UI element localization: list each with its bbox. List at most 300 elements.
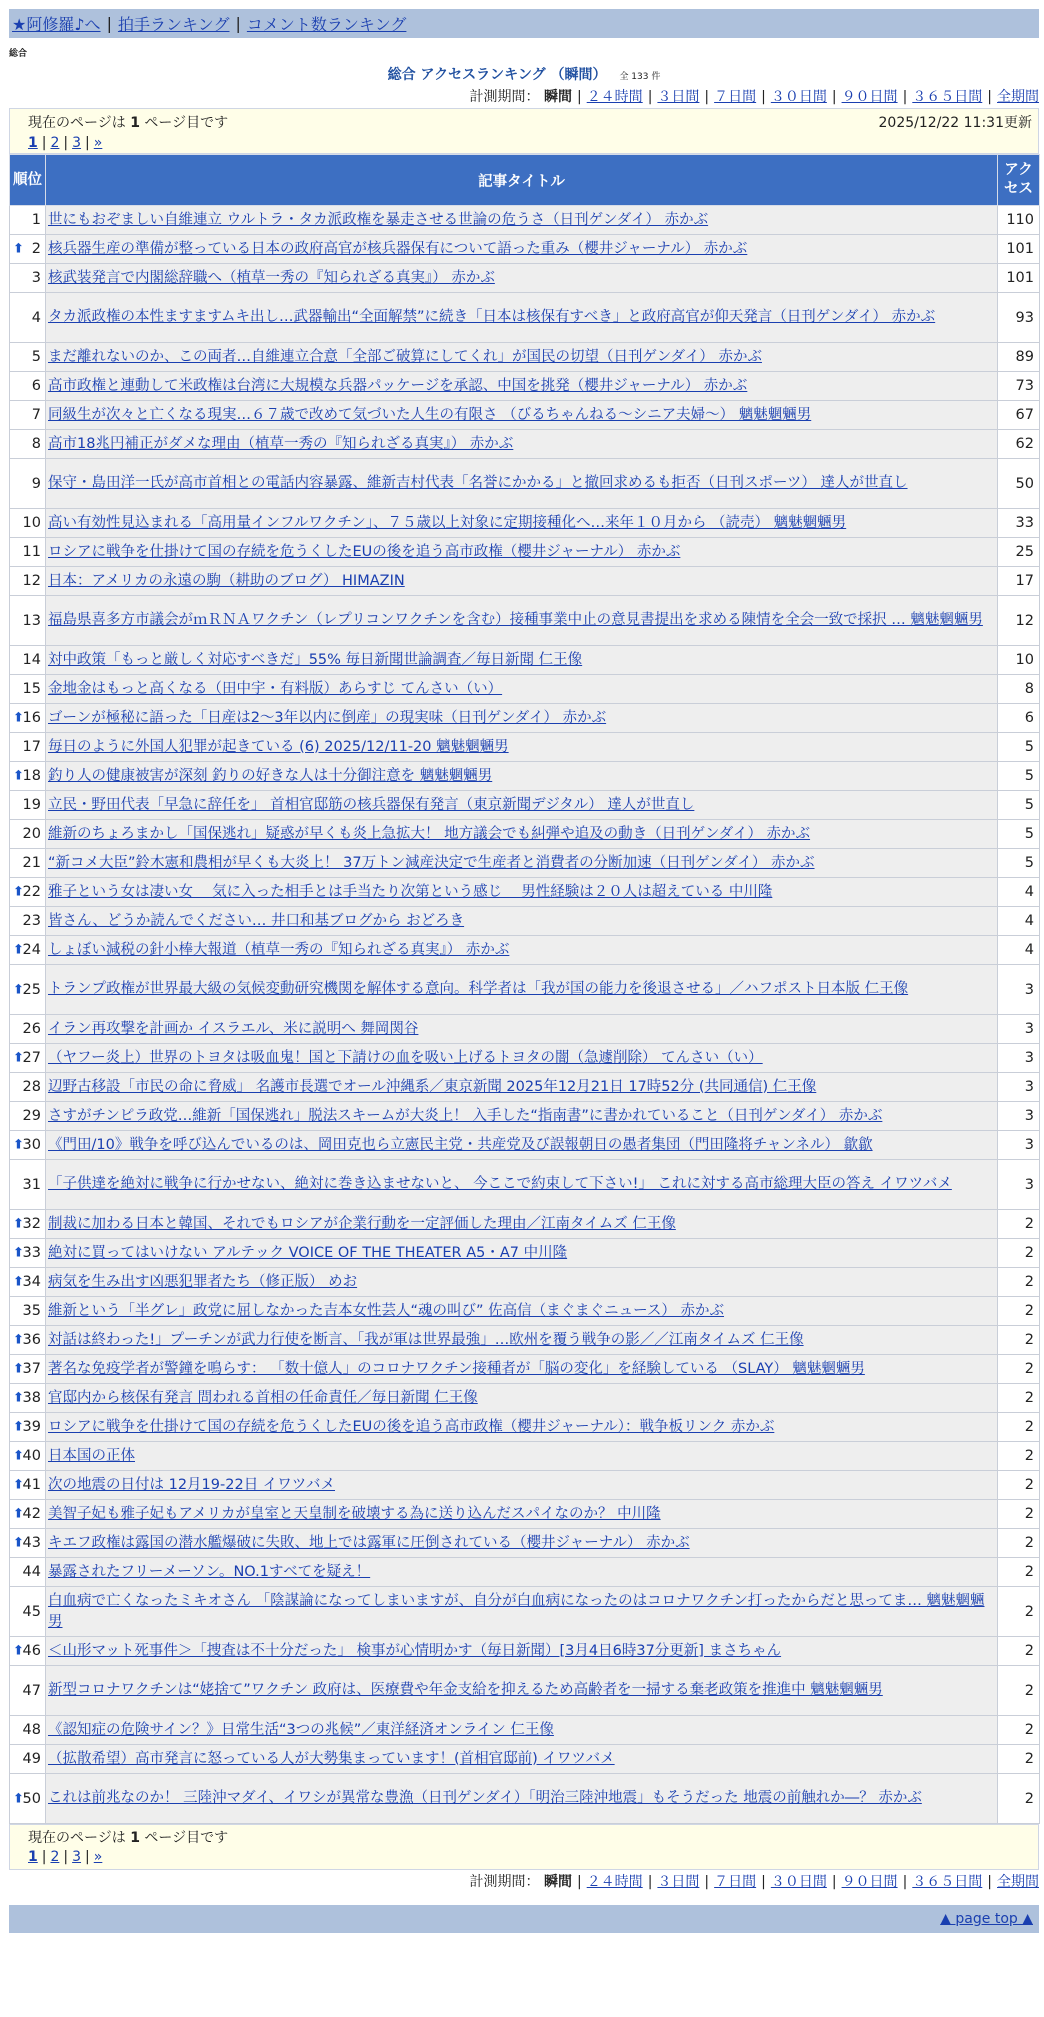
access-count: 3 bbox=[998, 1102, 1040, 1131]
rank-cell bbox=[10, 1745, 46, 1774]
rank-up-icon: ⬆ bbox=[13, 241, 24, 257]
period-option-6[interactable]: ３６５日間 bbox=[912, 89, 983, 105]
article-title-link[interactable]: 絶対に買ってはいけない アルテック VOICE OF THE THEATER A5・A7 中川隆 bbox=[48, 1244, 568, 1261]
rank-number: 25 bbox=[22, 981, 41, 998]
table-row bbox=[10, 343, 1040, 372]
article-title-link[interactable]: 新型コロナワクチンは“姥捨て”ワクチン 政府は、医療費や年金支給を抑えるため高齢者を一掃する棄老政策を推進中 魑魅魍魎男 bbox=[48, 1682, 883, 1698]
article-title-link[interactable]: 官邸内から核保有発言 問われる首相の任命責任／毎日新聞 仁王像 bbox=[48, 1389, 478, 1406]
rank-cell bbox=[10, 1297, 46, 1326]
table-row bbox=[10, 372, 1040, 401]
article-title-link[interactable]: 毎日のように外国人犯罪が起きている (6) 2025/12/11-20 魑魅魍魎男 bbox=[48, 738, 509, 755]
pagination-separator: | bbox=[85, 135, 90, 151]
page bbox=[9, 9, 1039, 1933]
article-title-link[interactable]: ゴーンが極秘に語った「日産は2〜3年以内に倒産」の現実味（日刊ゲンダイ） 赤かぶ bbox=[48, 709, 607, 726]
title-cell bbox=[46, 646, 998, 675]
ranking-title: 総合 アクセスランキング （瞬間） bbox=[387, 67, 607, 83]
rank-number: 31 bbox=[22, 1176, 41, 1193]
title-cell bbox=[46, 596, 998, 646]
rank-cell bbox=[10, 733, 46, 762]
access-count: 2 bbox=[998, 1558, 1040, 1587]
access-count: 3 bbox=[998, 1044, 1040, 1073]
rank-cell bbox=[10, 1442, 46, 1471]
rank-number: 19 bbox=[22, 797, 41, 813]
period-option-7[interactable]: 全期間 bbox=[997, 89, 1039, 105]
access-count: 4 bbox=[998, 936, 1040, 965]
article-title-link[interactable]: 《認知症の危険サイン？》日常生活“3つの兆候”／東洋経済オンライン 仁王像 bbox=[48, 1721, 554, 1738]
table-row bbox=[10, 264, 1040, 293]
table-row bbox=[10, 1073, 1040, 1102]
access-count: 2 bbox=[998, 1471, 1040, 1500]
rank-cell bbox=[10, 509, 46, 538]
period-option-5[interactable]: ９０日間 bbox=[841, 1874, 898, 1890]
rank-cell bbox=[10, 1500, 46, 1529]
rank-number: 30 bbox=[22, 1137, 41, 1153]
rank-number: 33 bbox=[22, 1245, 41, 1261]
rank-number: 35 bbox=[22, 1303, 41, 1319]
title-cell bbox=[46, 1500, 998, 1529]
title-cell bbox=[46, 206, 998, 235]
access-count: 62 bbox=[998, 430, 1040, 459]
rank-number: 45 bbox=[22, 1603, 41, 1620]
pagination-link-2[interactable]: 3 bbox=[72, 1849, 82, 1865]
article-title-link[interactable]: イラン再攻撃を計画か イスラエル、米に説明へ 舞岡関谷 bbox=[48, 1020, 419, 1037]
article-title-link[interactable]: まだ離れないのか、この両者…自維連立合意「全部ご破算にしてくれ」が国民の切望（日刊ゲンダイ） 赤かぶ bbox=[48, 348, 762, 365]
title-cell bbox=[46, 1442, 998, 1471]
article-title-link[interactable]: 核兵器生産の準備が整っている日本の政府高官が核兵器保有について語った重み（櫻井ジャーナル） 赤かぶ bbox=[48, 240, 748, 257]
rank-number: 17 bbox=[22, 739, 41, 755]
rank-cell bbox=[10, 646, 46, 675]
title-cell bbox=[46, 1102, 998, 1131]
category-label: 総合 bbox=[9, 49, 28, 59]
pagination-separator: | bbox=[63, 1849, 69, 1865]
rank-up-icon: ⬆ bbox=[13, 1332, 24, 1348]
rank-cell bbox=[10, 849, 46, 878]
article-title-link[interactable]: これは前兆なのか！ 三陸沖マダイ、イワシが異常な豊漁（日刊ゲンダイ）「明治三陸沖地震」もそうだった 地震の前触れか―？ 赤かぶ bbox=[48, 1790, 922, 1806]
rank-cell bbox=[10, 1558, 46, 1587]
access-count: 25 bbox=[998, 538, 1040, 567]
article-title-link[interactable]: 著名な免疫学者が警鐘を鳴らす： 「数十億人」のコロナワクチン接種者が「脳の変化」を経験している （SLAY） 魑魅魍魎男 bbox=[48, 1360, 865, 1377]
title-cell bbox=[46, 293, 998, 343]
title-cell bbox=[46, 264, 998, 293]
access-count: 2 bbox=[998, 1529, 1040, 1558]
page-top-link[interactable]: ▲ page top ▲ bbox=[940, 1911, 1033, 1927]
access-count: 2 bbox=[998, 1637, 1040, 1666]
article-title-link[interactable]: さすがチンピラ政党…維新「国保逃れ」脱法スキームが大炎上！ 入手した“指南書”に書かれていること（日刊ゲンダイ） 赤かぶ bbox=[48, 1107, 883, 1124]
rank-up-icon: ⬆ bbox=[13, 710, 24, 726]
article-title-link[interactable]: 保守・島田洋一氏が高市首相との電話内容暴露、維新吉村代表「名誉にかかる」と撤回求めるも拒否（日刊スポーツ） 達人が世直し bbox=[48, 475, 908, 491]
rank-cell bbox=[10, 704, 46, 733]
access-count: 3 bbox=[998, 965, 1040, 1015]
title-cell bbox=[46, 430, 998, 459]
title-cell bbox=[46, 1239, 998, 1268]
rank-cell bbox=[10, 343, 46, 372]
nav-comment-ranking[interactable]: コメント数ランキング bbox=[246, 15, 407, 34]
table-row bbox=[10, 1131, 1040, 1160]
rank-number: 42 bbox=[22, 1506, 41, 1522]
article-title-link[interactable]: 対中政策「もっと厳しく対応すべきだ」55% 毎日新聞世論調査／毎日新聞 仁王像 bbox=[48, 651, 583, 668]
access-count: 50 bbox=[998, 459, 1040, 509]
page-info-top bbox=[9, 108, 1039, 154]
title-cell bbox=[46, 1297, 998, 1326]
pagination-top bbox=[28, 135, 1038, 151]
article-title-link[interactable]: 白血病で亡くなったミキオさん 「陰謀論になってしまいますが、自分が白血病になったのはコロナワクチン打ったからだと思ってま… 魑魅魍魎男 bbox=[48, 1592, 985, 1630]
table-row bbox=[10, 675, 1040, 704]
rank-up-icon: ⬆ bbox=[13, 1506, 24, 1522]
title-cell bbox=[46, 567, 998, 596]
table-row bbox=[10, 1015, 1040, 1044]
title-cell bbox=[46, 1413, 998, 1442]
period-option-1[interactable]: ２４時間 bbox=[586, 1874, 643, 1890]
nav-applause-ranking[interactable]: 拍手ランキング bbox=[117, 15, 230, 34]
table-row bbox=[10, 1529, 1040, 1558]
rank-up-icon: ⬆ bbox=[13, 1390, 24, 1406]
rank-cell bbox=[10, 1239, 46, 1268]
rank-cell bbox=[10, 372, 46, 401]
table-row bbox=[10, 1268, 1040, 1297]
header-access: アクセス bbox=[998, 155, 1040, 206]
title-cell bbox=[46, 1666, 998, 1716]
title-cell bbox=[46, 704, 998, 733]
rank-cell bbox=[10, 762, 46, 791]
rank-cell bbox=[10, 1102, 46, 1131]
period-separator: | bbox=[647, 89, 653, 105]
rank-number: 10 bbox=[22, 515, 41, 531]
title-cell bbox=[46, 849, 998, 878]
rank-number: 48 bbox=[22, 1722, 41, 1738]
rank-number: 24 bbox=[22, 942, 41, 958]
rank-up-icon: ⬆ bbox=[13, 1137, 24, 1153]
article-title-link[interactable]: 雅子という女は凄い女 ＿気に入った相手とは手当たり次第という感じ ＿男性経験は２０人は超えている 中川隆 bbox=[48, 883, 773, 900]
title-cell bbox=[46, 509, 998, 538]
article-title-link[interactable]: ロシアに戦争を仕掛けて国の存続を危うくしたEUの後を追う高市政権（櫻井ジャーナル）：戦争板リンク 赤かぶ bbox=[48, 1418, 775, 1435]
access-count: 2 bbox=[998, 1210, 1040, 1239]
table-row bbox=[10, 965, 1040, 1015]
rank-number: 40 bbox=[22, 1448, 41, 1464]
period-option-2[interactable]: ３日間 bbox=[657, 1874, 700, 1890]
rank-number: 4 bbox=[31, 309, 41, 326]
page-info-text: 現在のページは 1 ページ目です bbox=[28, 1830, 229, 1846]
rank-number: 7 bbox=[31, 407, 41, 423]
article-title-link[interactable]: 暴露されたフリーメーソン。NO.1すべてを疑え！ bbox=[48, 1563, 371, 1580]
period-separator: | bbox=[647, 1874, 653, 1890]
article-title-link[interactable]: 制裁に加わる日本と韓国、それでもロシアが企業行動を一定評価した理由／江南タイムズ 仁王像 bbox=[48, 1215, 676, 1232]
rank-cell bbox=[10, 1384, 46, 1413]
rank-number: 8 bbox=[31, 436, 41, 452]
rank-up-icon: ⬆ bbox=[13, 982, 24, 997]
table-row bbox=[10, 1326, 1040, 1355]
title-cell bbox=[46, 965, 998, 1015]
access-count: 2 bbox=[998, 1716, 1040, 1745]
title-cell bbox=[46, 878, 998, 907]
access-count: 4 bbox=[998, 878, 1040, 907]
rank-number: 21 bbox=[22, 855, 41, 871]
access-count: 73 bbox=[998, 372, 1040, 401]
rank-cell bbox=[10, 1268, 46, 1297]
article-title-link[interactable]: 金地金はもっと高くなる（田中宇・有料版）あらすじ てんさい（い） bbox=[48, 680, 503, 697]
title-cell bbox=[46, 675, 998, 704]
access-count: 110 bbox=[998, 206, 1040, 235]
title-cell bbox=[46, 1384, 998, 1413]
table-row bbox=[10, 1044, 1040, 1073]
rank-up-icon: ⬆ bbox=[13, 1274, 24, 1290]
article-title-link[interactable]: “新コメ大臣”鈴木憲和農相が早くも大炎上！ 37万トン減産決定で生産者と消費者の分断加速（日刊ゲンダイ） 赤かぶ bbox=[48, 854, 815, 871]
rank-cell bbox=[10, 567, 46, 596]
access-count: 2 bbox=[998, 1297, 1040, 1326]
table-row bbox=[10, 1716, 1040, 1745]
article-title-link[interactable]: 高市18兆円補正がダメな理由（植草一秀の『知られざる真実』） 赤かぶ bbox=[48, 435, 514, 452]
rank-number: 27 bbox=[22, 1050, 41, 1066]
period-separator: | bbox=[761, 89, 766, 105]
table-row bbox=[10, 704, 1040, 733]
access-count: 2 bbox=[998, 1774, 1040, 1824]
title-cell bbox=[46, 1015, 998, 1044]
rank-cell bbox=[10, 1529, 46, 1558]
rank-number: 46 bbox=[22, 1643, 41, 1659]
access-count: 5 bbox=[998, 849, 1040, 878]
period-option-4[interactable]: ３０日間 bbox=[770, 1874, 827, 1890]
rank-number: 2 bbox=[31, 241, 41, 257]
article-title-link[interactable]: 次の地震の日付は 12月19-22日 イワツバメ bbox=[48, 1476, 336, 1493]
access-count: 89 bbox=[998, 343, 1040, 372]
article-title-link[interactable]: ＜山形マット死事件＞「捜査は不十分だった」 検事が心情明かす（毎日新聞）[3月4日6時37分更新] まさちゃん bbox=[48, 1642, 782, 1659]
period-option-7[interactable]: 全期間 bbox=[997, 1874, 1039, 1890]
pagination-link-2[interactable]: 3 bbox=[72, 135, 82, 151]
article-title-link[interactable]: 「子供達を絶対に戦争に行かせない、絶対に巻き込ませないと、 今ここで約束して下さい!」 これに対する高市総理大臣の答え イワツバメ bbox=[48, 1176, 952, 1192]
rank-cell bbox=[10, 264, 46, 293]
article-title-link[interactable]: 維新のちょろまかし「国保逃れ」疑惑が早くも炎上急拡大！ 地方議会でも糾弾や追及の動き（日刊ゲンダイ） 赤かぶ bbox=[48, 825, 811, 842]
article-title-link[interactable]: 辺野古移設「市民の命に脅威」 名護市長選でオール沖縄系／東京新聞 2025年12月21日 17時52分 (共同通信) 仁王像 bbox=[48, 1078, 817, 1095]
rank-up-icon: ⬆ bbox=[13, 1791, 24, 1806]
period-option-3[interactable]: ７日間 bbox=[714, 89, 757, 105]
title-cell bbox=[46, 1160, 998, 1210]
article-title-link[interactable]: （拡散希望）高市発言に怒っている人が大勢集まっています！(首相官邸前) イワツバメ bbox=[48, 1750, 615, 1767]
access-count: 2 bbox=[998, 1413, 1040, 1442]
rank-up-icon: ⬆ bbox=[13, 1361, 24, 1377]
period-separator: | bbox=[576, 89, 582, 105]
article-title-link[interactable]: 立民・野田代表「早急に辞任を」 首相官邸筋の核兵器保有発言（東京新聞デジタル） 達人が世直し bbox=[48, 796, 695, 813]
rank-cell bbox=[10, 1131, 46, 1160]
title-cell bbox=[46, 820, 998, 849]
table-row bbox=[10, 1637, 1040, 1666]
rank-number: 37 bbox=[22, 1361, 41, 1377]
period-option-5[interactable]: ９０日間 bbox=[841, 89, 898, 105]
nav-separator: | bbox=[235, 14, 241, 33]
table-row bbox=[10, 1471, 1040, 1500]
rank-cell bbox=[10, 1355, 46, 1384]
access-count: 2 bbox=[998, 1239, 1040, 1268]
table-row bbox=[10, 936, 1040, 965]
access-count: 5 bbox=[998, 791, 1040, 820]
period-separator: | bbox=[902, 1874, 908, 1890]
ranking-table bbox=[9, 154, 1040, 1824]
pagination-link-3[interactable]: » bbox=[93, 1849, 103, 1865]
rank-cell bbox=[10, 675, 46, 704]
period-selector-top bbox=[9, 86, 1039, 108]
access-count: 2 bbox=[998, 1442, 1040, 1471]
title-cell bbox=[46, 372, 998, 401]
rank-number: 23 bbox=[22, 913, 41, 929]
rank-up-icon: ⬆ bbox=[13, 1050, 24, 1066]
rank-up-icon: ⬆ bbox=[13, 1643, 24, 1659]
article-title-link[interactable]: 釣り人の健康被害が深刻 釣りの好きな人は十分御注意を 魑魅魍魎男 bbox=[48, 767, 493, 784]
table-row bbox=[10, 1160, 1040, 1210]
access-count: 2 bbox=[998, 1666, 1040, 1716]
title-cell bbox=[46, 1716, 998, 1745]
title-cell bbox=[46, 401, 998, 430]
rank-number: 5 bbox=[31, 349, 41, 365]
rank-number: 34 bbox=[22, 1274, 41, 1290]
access-count: 3 bbox=[998, 1015, 1040, 1044]
rank-number: 50 bbox=[22, 1790, 41, 1807]
footer-bar bbox=[9, 1905, 1039, 1933]
table-row bbox=[10, 430, 1040, 459]
table-row bbox=[10, 567, 1040, 596]
rank-number: 15 bbox=[22, 681, 41, 697]
period-separator: | bbox=[831, 1874, 837, 1890]
access-count: 67 bbox=[998, 401, 1040, 430]
table-row bbox=[10, 1587, 1040, 1637]
pagination-link-0[interactable]: 1 bbox=[28, 135, 38, 151]
title-cell bbox=[46, 1326, 998, 1355]
period-separator: | bbox=[576, 1874, 582, 1890]
period-label: 計測期間： bbox=[469, 89, 540, 105]
title-cell bbox=[46, 762, 998, 791]
period-option-3[interactable]: ７日間 bbox=[714, 1874, 757, 1890]
rank-number: 6 bbox=[31, 378, 41, 394]
article-title-link[interactable]: 高い有効性見込まれる「高用量インフルワクチン」、７５歳以上対象に定期接種化へ…来年１０月から （読売） 魑魅魍魎男 bbox=[48, 514, 847, 531]
rank-number: 14 bbox=[22, 652, 41, 668]
rank-number: 41 bbox=[22, 1477, 41, 1493]
rank-number: 13 bbox=[22, 612, 41, 629]
rank-cell bbox=[10, 206, 46, 235]
nav-asyura-home[interactable]: ★阿修羅♪へ bbox=[12, 15, 101, 34]
rank-cell bbox=[10, 936, 46, 965]
rank-number: 18 bbox=[22, 768, 41, 784]
title-cell bbox=[46, 235, 998, 264]
rank-number: 39 bbox=[22, 1419, 41, 1435]
article-title-link[interactable]: 《門田/10》戦争を呼び込んでいるのは、岡田克也ら立憲民主党・共産党及び誤報朝日の愚者集団（門田隆将チャンネル） 歙歙 bbox=[48, 1136, 873, 1153]
table-row bbox=[10, 206, 1040, 235]
rank-cell bbox=[10, 1666, 46, 1716]
rank-cell bbox=[10, 538, 46, 567]
rank-cell bbox=[10, 401, 46, 430]
article-title-link[interactable]: 対話は終わった!」プーチンが武力行使を断言、「我が軍は世界最強」…欧州を覆う戦争の影／／江南タイムズ 仁王像 bbox=[48, 1331, 804, 1348]
rank-up-icon: ⬆ bbox=[13, 1535, 24, 1551]
pagination-bottom bbox=[28, 1849, 1038, 1865]
title-cell bbox=[46, 1268, 998, 1297]
article-title-link[interactable]: 日本：アメリカの永遠の駒（耕助のブログ） HIMAZIN bbox=[48, 572, 405, 589]
table-row bbox=[10, 1442, 1040, 1471]
pagination-separator: | bbox=[41, 135, 47, 151]
rank-up-icon: ⬆ bbox=[13, 1477, 24, 1493]
period-option-1[interactable]: ２４時間 bbox=[586, 89, 643, 105]
table-row bbox=[10, 235, 1040, 264]
pagination-link-3[interactable]: » bbox=[93, 135, 103, 151]
article-title-link[interactable]: ロシアに戦争を仕掛けて国の存続を危うくしたEUの後を追う高市政権（櫻井ジャーナル） 赤かぶ bbox=[48, 543, 681, 560]
rank-cell bbox=[10, 1774, 46, 1824]
title-cell bbox=[46, 1587, 998, 1637]
rank-number: 16 bbox=[22, 710, 41, 726]
table-row bbox=[10, 293, 1040, 343]
article-title-link[interactable]: 美智子妃も雅子妃もアメリカが皇室と天皇制を破壊する為に送り込んだスパイなのか？ 中川隆 bbox=[48, 1505, 661, 1522]
access-count: 101 bbox=[998, 235, 1040, 264]
article-title-link[interactable]: （ヤフー炎上）世界のトヨタは吸血鬼！国と下請けの血を吸い上げるトヨタの闇（急遽削除） てんさい（い） bbox=[48, 1049, 763, 1066]
article-title-link[interactable]: キエフ政権は露国の潜水艦爆破に失敗、地上では露軍に圧倒されている（櫻井ジャーナル） 赤かぶ bbox=[48, 1534, 690, 1551]
table-row bbox=[10, 1297, 1040, 1326]
table-row bbox=[10, 1355, 1040, 1384]
access-count: 8 bbox=[998, 675, 1040, 704]
pagination-link-1[interactable]: 2 bbox=[50, 1849, 60, 1865]
rank-number: 11 bbox=[22, 544, 41, 560]
rank-number: 44 bbox=[22, 1564, 41, 1580]
access-count: 2 bbox=[998, 1745, 1040, 1774]
rank-number: 29 bbox=[22, 1108, 41, 1124]
article-title-link[interactable]: 福島県喜多方市議会がｍＲＮＡワクチン（レプリコンワクチンを含む）接種事業中止の意見書提出を求める陳情を全会一致で採択 … 魑魅魍魎男 bbox=[48, 612, 983, 628]
rank-up-icon: ⬆ bbox=[13, 1419, 24, 1435]
article-title-link[interactable]: 維新という「半グレ」政党に屈しなかった吉本女性芸人“魂の叫び” 佐高信（まぐまぐニュース） 赤かぶ bbox=[48, 1302, 725, 1319]
article-title-link[interactable]: 高市政権と連動して米政権は台湾に大規模な兵器パッケージを承認、中国を挑発（櫻井ジャーナル） 赤かぶ bbox=[48, 377, 748, 394]
article-title-link[interactable]: 皆さん、どうか読んでください… 井口和基ブログから おどろき bbox=[48, 912, 465, 929]
rank-cell bbox=[10, 596, 46, 646]
period-separator: | bbox=[987, 1874, 992, 1890]
title-cell bbox=[46, 1529, 998, 1558]
title-cell bbox=[46, 1774, 998, 1824]
article-title-link[interactable]: しょぼい減税の針小棒大報道（植草一秀の『知られざる真実』） 赤かぶ bbox=[48, 941, 510, 958]
pagination-link-0[interactable]: 1 bbox=[28, 1849, 38, 1865]
article-title-link[interactable]: 日本国の正体 bbox=[48, 1447, 135, 1464]
rank-cell bbox=[10, 965, 46, 1015]
rank-cell bbox=[10, 1015, 46, 1044]
rank-cell bbox=[10, 1160, 46, 1210]
title-cell bbox=[46, 1745, 998, 1774]
article-title-link[interactable]: タカ派政権の本性ますますムキ出し…武器輸出“全面解禁”に続き「日本は核保有すべき」と政府高官が仰天発言（日刊ゲンダイ） 赤かぶ bbox=[48, 309, 936, 325]
table-row bbox=[10, 509, 1040, 538]
period-option-4[interactable]: ３０日間 bbox=[770, 89, 827, 105]
title-cell bbox=[46, 936, 998, 965]
top-nav bbox=[9, 9, 1039, 38]
article-title-link[interactable]: 核武装発言で内閣総辞職へ（植草一秀の『知られざる真実』） 赤かぶ bbox=[48, 269, 495, 286]
access-count: 101 bbox=[998, 264, 1040, 293]
page-info-bottom bbox=[9, 1824, 1039, 1870]
table-row bbox=[10, 1558, 1040, 1587]
access-count: 12 bbox=[998, 596, 1040, 646]
table-row bbox=[10, 820, 1040, 849]
rank-cell bbox=[10, 459, 46, 509]
period-option-2[interactable]: ３日間 bbox=[657, 89, 700, 105]
rank-up-icon: ⬆ bbox=[13, 884, 24, 900]
rank-number: 9 bbox=[31, 475, 41, 492]
rank-up-icon: ⬆ bbox=[13, 1448, 24, 1464]
rank-cell bbox=[10, 235, 46, 264]
period-option-0: 瞬間 bbox=[543, 1874, 572, 1890]
rank-number: 1 bbox=[31, 212, 41, 228]
title-cell bbox=[46, 1073, 998, 1102]
period-option-6[interactable]: ３６５日間 bbox=[912, 1874, 983, 1890]
article-title-link[interactable]: 世にもおぞましい自維連立 ウルトラ・タカ派政権を暴走させる世論の危うさ（日刊ゲンダイ） 赤かぶ bbox=[48, 211, 709, 228]
rank-cell bbox=[10, 1716, 46, 1745]
article-title-link[interactable]: 病気を生み出す凶悪犯罪者たち（修正版） めお bbox=[48, 1273, 358, 1290]
rank-up-icon: ⬆ bbox=[13, 942, 24, 958]
pagination-link-1[interactable]: 2 bbox=[50, 135, 60, 151]
article-title-link[interactable]: 同級生が次々と亡くなる現実…６７歳で改めて気づいた人生の有限さ （びるちゃんねる〜シニア夫婦〜） 魑魅魍魎男 bbox=[48, 406, 812, 423]
title-cell bbox=[46, 1044, 998, 1073]
rank-cell bbox=[10, 430, 46, 459]
period-separator: | bbox=[902, 89, 908, 105]
article-title-link[interactable]: トランプ政権が世界最大級の気候変動研究機関を解体する意向。科学者は「我が国の能力を後退させる」／ハフポスト日本版 仁王像 bbox=[48, 981, 909, 997]
header-rank: 順位 bbox=[10, 155, 46, 206]
period-separator: | bbox=[987, 89, 992, 105]
access-count: 5 bbox=[998, 762, 1040, 791]
